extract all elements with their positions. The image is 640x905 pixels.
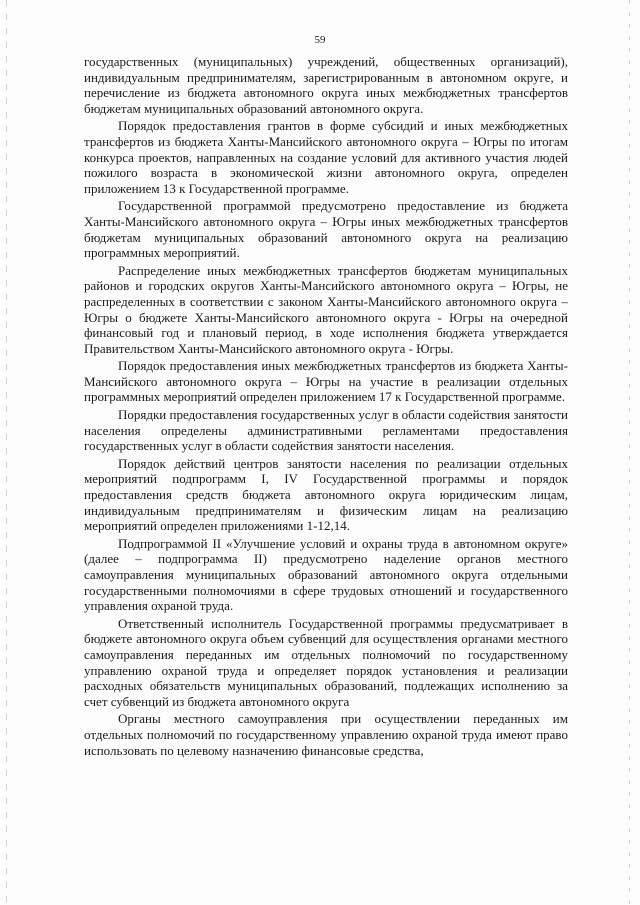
paragraph: Порядок предоставления иных межбюджетных трансфертов из бюджета Ханты-Мансийского автономного округа – Югры на участие в реализации отдельных программных мероприятий определен приложением 17 к Государственной программе. [84,358,568,405]
page-number: 59 [314,34,326,46]
paragraph: государственных (муниципальных) учреждений, общественных организаций), индивидуальным предпринимателям, зарегистрированным в автономном округе, и перечисление из бюджета автономного округа иных межбюджетных трансфертов бюджетам муниципальных образований автономного округа. [84,54,568,116]
paragraph: Порядок предоставления грантов в форме субсидий и иных межбюджетных трансфертов из бюджета Ханты-Мансийского автономного округа – Югры по итогам конкурса проектов, направленных на создание условий для активного участия людей пожилого возраста в экономической жизни автономного округа, определен приложением 13 к Государственной программе. [84,118,568,196]
paragraph: Распределение иных межбюджетных трансфертов бюджетам муниципальных районов и городских округов Ханты-Мансийского автономного округа – Югры, не распределенных в соответствии с законом Ханты-Мансийского автономного округа – Югры о бюджете Ханты-Мансийского автономного округа - Югры на очередной финансовый год и плановый период, в ходе исполнения бюджета утверждается Правительством Ханты-Мансийского автономного округа - Югры. [84,262,568,356]
scan-edge-left [6,0,7,905]
document-body [84,54,568,758]
paragraph: Подпрограммой II «Улучшение условий и охраны труда в автономном округе» (далее – подпрограмма II) предусмотрено наделение органов местного самоуправления муниципальных образований автономного округа отдельными государственными полномочиями в сфере трудовых отношений и государственного управления охраной труда. [84,535,568,614]
scan-edge-right [629,0,630,905]
paragraph: Порядки предоставления государственных услуг в области содействия занятости населения определены административными регламентами предоставления государственных услуг в области содействия занятости населения. [84,407,568,454]
paragraph: Порядок действий центров занятости населения по реализации отдельных мероприятий подпрограмм I, IV Государственной программы и порядок предоставления средств бюджета автономного округа юридическим лицам, индивидуальным предпринимателям и физическим лицам на реализацию мероприятий определен приложениями 1-12,14. [84,455,568,534]
paragraph: Органы местного самоуправления при осуществлении переданных им отдельных полномочий по государственному управлению охраной труда имеют право использовать по целевому назначению финансовые средства, [84,711,568,758]
paragraph: Ответственный исполнитель Государственной программы предусматривает в бюджете автономного округа объем субвенций для осуществления органами местного самоуправления переданных им отдельных полномочий по государственному управлению охраной труда и определяет порядок установления и реализации расходных обязательств муниципальных образований, подлежащих исполнению за счет субвенций из бюджета автономного округа [84,615,568,709]
paragraph: Государственной программой предусмотрено предоставление из бюджета Ханты-Мансийского автономного округа – Югры иных межбюджетных трансфертов бюджетам муниципальных образований автономного округа на реализацию программных мероприятий. [84,198,568,261]
